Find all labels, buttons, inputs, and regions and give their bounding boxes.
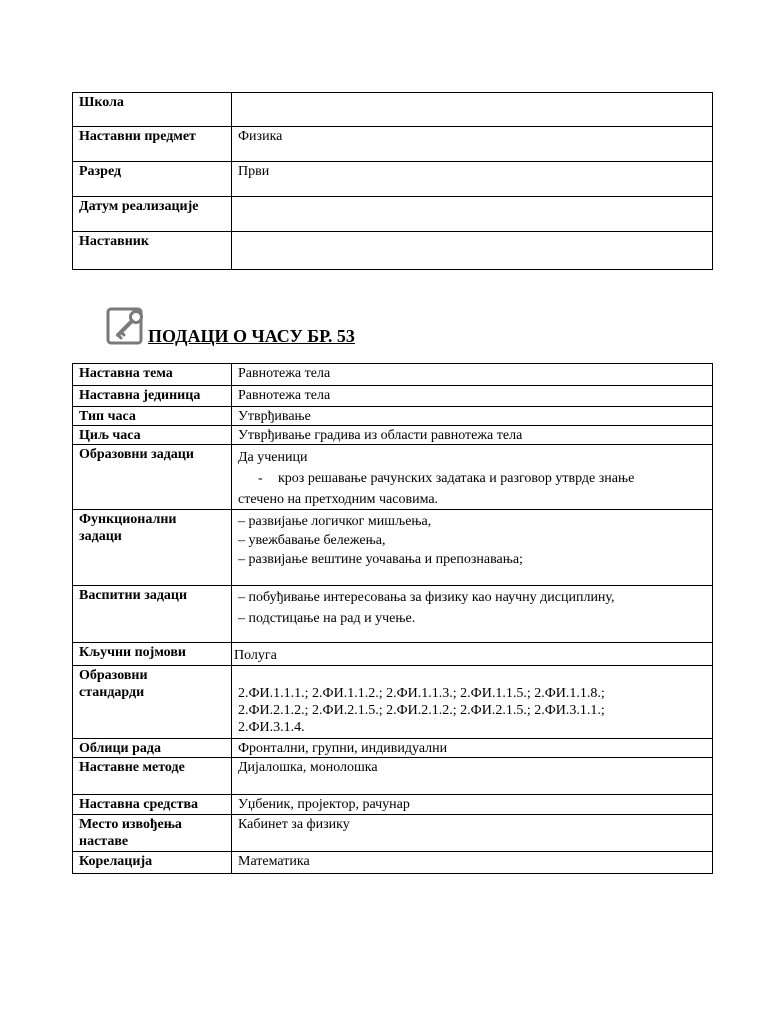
functional-tasks-label	[73, 510, 232, 586]
list-item: – побуђивање интересовања за физику као научну дисциплину,	[238, 590, 615, 605]
lesson-type-label: Тип часа	[73, 407, 232, 426]
work-forms-value: Фронтални, групни, индивидуални	[232, 739, 713, 758]
table-row	[73, 795, 713, 815]
dash-bullet: -	[258, 471, 263, 486]
upbringing-tasks-label: Васпитни задаци	[73, 586, 232, 643]
subject-label: Наставни предмет	[73, 127, 232, 162]
educational-tasks-item	[238, 470, 706, 487]
date-label: Датум реализације	[73, 197, 232, 232]
school-value	[232, 93, 713, 127]
teaching-aids-value: Уџбеник, пројектор, рачунар	[232, 795, 713, 815]
goal-value: Утврђивање градива из области равнотежа тела	[232, 426, 713, 445]
teacher-value	[232, 232, 713, 270]
educational-tasks-item-text: кроз решавање рачунских задатака и разговор утврде знање	[278, 471, 635, 486]
school-label: Школа	[73, 93, 232, 127]
table-row	[73, 852, 713, 874]
correlation-label: Корелација	[73, 852, 232, 874]
table-row	[73, 510, 713, 586]
location-value: Кабинет за физику	[232, 815, 713, 852]
functional-tasks-label-line: задаци	[79, 529, 122, 544]
table-row	[73, 758, 713, 795]
key-terms-value	[232, 643, 713, 666]
table-row	[73, 666, 713, 739]
standards-label-line: стандарди	[79, 685, 145, 700]
educational-tasks-item-cont: стечено на претходним часовима.	[238, 492, 439, 507]
teacher-label: Наставник	[73, 232, 232, 270]
methods-value: Дијалошка, монолошка	[232, 758, 713, 795]
correlation-value: Математика	[232, 852, 713, 874]
standards-label-line: Образовни	[79, 668, 148, 683]
date-value	[232, 197, 713, 232]
table-row	[73, 127, 713, 162]
unit-label: Наставна јединица	[73, 386, 232, 407]
table-row	[73, 197, 713, 232]
educational-tasks-intro: Да ученици	[238, 450, 308, 465]
functional-tasks-label-line: Функционални	[79, 512, 177, 527]
grade-label: Разред	[73, 162, 232, 197]
standards-line: 2.ФИ.1.1.1.; 2.ФИ.1.1.2.; 2.ФИ.1.1.3.; 2.ФИ.1.1.5.; 2.ФИ.1.1.8.;	[238, 686, 605, 701]
school-info-table	[72, 92, 713, 270]
table-row	[73, 586, 713, 643]
topic-label: Наставна тема	[73, 364, 232, 386]
list-item: – увежбавање бележења,	[238, 533, 386, 548]
upbringing-tasks-value	[232, 586, 713, 643]
standards-label	[73, 666, 232, 739]
table-row	[73, 643, 713, 666]
functional-tasks-value	[232, 510, 713, 586]
list-item: – развијање логичког мишљења,	[238, 514, 432, 529]
key-note-icon	[106, 306, 146, 346]
table-row	[73, 815, 713, 852]
goal-label: Циљ часа	[73, 426, 232, 445]
grade-value: Први	[232, 162, 713, 197]
lesson-data-table	[72, 363, 713, 874]
table-row	[73, 232, 713, 270]
list-item: – развијање вештине уочавања и препознавања;	[238, 552, 523, 567]
educational-tasks-value	[232, 445, 713, 510]
table-row	[73, 162, 713, 197]
key-terms-text: Полуга	[234, 648, 277, 663]
subject-value: Физика	[232, 127, 713, 162]
location-label-line: наставе	[79, 834, 129, 849]
list-item: – подстицање на рад и учење.	[238, 611, 416, 626]
table-row	[73, 93, 713, 127]
table-row	[73, 407, 713, 426]
unit-value: Равнотежа тела	[232, 386, 713, 407]
key-terms-label: Кључни појмови	[73, 643, 232, 666]
lesson-title: ПОДАЦИ О ЧАСУ БР. 53	[148, 326, 355, 346]
location-label-line: Место извођења	[79, 817, 182, 832]
location-label	[73, 815, 232, 852]
educational-tasks-label: Образовни задаци	[73, 445, 232, 510]
table-row	[73, 445, 713, 510]
table-row	[73, 386, 713, 407]
standards-value	[232, 666, 713, 739]
table-row	[73, 426, 713, 445]
table-row	[73, 739, 713, 758]
work-forms-label: Облици рада	[73, 739, 232, 758]
standards-line: 2.ФИ.3.1.4.	[238, 720, 305, 735]
teaching-aids-label: Наставна средства	[73, 795, 232, 815]
lesson-type-value: Утврђивање	[232, 407, 713, 426]
topic-value: Равнотежа тела	[232, 364, 713, 386]
lesson-heading	[106, 302, 355, 346]
table-row	[73, 364, 713, 386]
standards-line: 2.ФИ.2.1.2.; 2.ФИ.2.1.5.; 2.ФИ.2.1.2.; 2.ФИ.2.1.5.; 2.ФИ.3.1.1.;	[238, 703, 605, 718]
methods-label: Наставне методе	[73, 758, 232, 795]
